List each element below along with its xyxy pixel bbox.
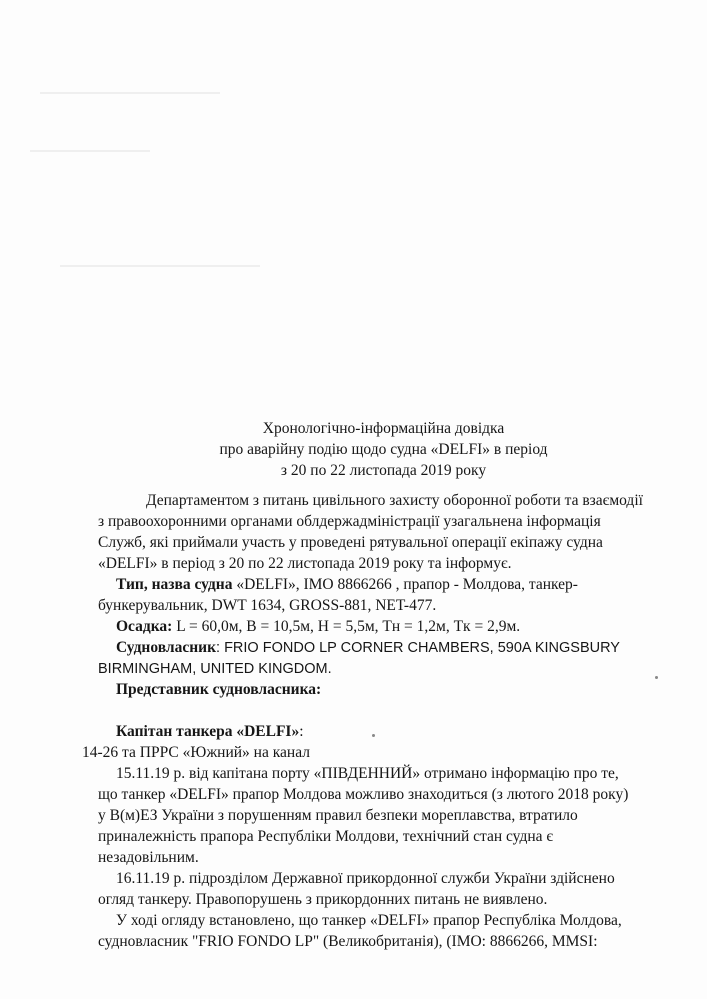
scan-artifact bbox=[60, 265, 260, 267]
captain-line-2 bbox=[82, 742, 673, 763]
para3-line-1: У ході огляду встановлено, що танкер «DELFI» прапор Республіка Молдова, bbox=[116, 912, 622, 929]
para2-line-2: огляд танкеру. Правопорушень з прикордонних питань не виявлено. bbox=[98, 891, 548, 908]
captain-line bbox=[98, 721, 673, 742]
document-body bbox=[82, 490, 673, 952]
scan-speck bbox=[655, 676, 658, 679]
vessel-owner-line bbox=[98, 637, 673, 658]
para1-line-1: 15.11.19 р. від капітана порту «ПІВДЕННИЙ» отримано інформацію про те, bbox=[116, 765, 619, 782]
vessel-type-value: «DELFI», IMO 8866266 , прапор - Молдова, танкер- bbox=[232, 576, 578, 593]
vessel-draft-value: L = 60,0м, B = 10,5м, H = 5,5м, Tн = 1,2м, Tк = 2,9м. bbox=[172, 618, 521, 635]
para3-line-2: судновласник "FRIO FONDO LP" (Великобританія), (IMO: 8866266, MMSI: bbox=[98, 933, 598, 950]
para1-line-2: що танкер «DELFI» прапор Молдова можливо знаходиться (з лютого 2018 року) bbox=[98, 786, 629, 803]
blank-line bbox=[98, 700, 673, 721]
title-line-1: Хронологічно-інформаційна довідка bbox=[262, 420, 505, 437]
owner-rep-label: Представник судновласника: bbox=[116, 681, 322, 698]
vessel-type-line-2: бункерувальник, DWT 1634, GROSS-881, NET-477. bbox=[98, 597, 437, 614]
scan-artifact bbox=[30, 150, 150, 152]
intro-line-3: Служб, які приймали участь у проведені рятувальної операції екіпажу судна bbox=[98, 534, 603, 551]
vessel-owner-label: Судновласник bbox=[116, 639, 217, 656]
vessel-draft-line bbox=[98, 616, 673, 637]
vessel-owner-line-2 bbox=[98, 658, 673, 679]
title-line-2: про аварійну подію щодо судна «DELFI» в період bbox=[219, 441, 548, 458]
owner-rep-line bbox=[98, 679, 673, 700]
scan-speck bbox=[372, 734, 375, 737]
document-title bbox=[0, 418, 707, 481]
vessel-owner-value-2: BIRMINGHAM, UNITED KINGDOM. bbox=[98, 661, 332, 677]
para2-line-1: 16.11.19 р. підрозділом Державної прикордонної служби України здійснено bbox=[116, 870, 615, 887]
captain-label: Капітан танкера «DELFI» bbox=[116, 723, 300, 740]
vessel-type-label: Тип, назва судна bbox=[116, 576, 233, 593]
vessel-draft-label: Осадка: bbox=[116, 618, 173, 635]
intro-line-2: з правоохоронними органами облдержадміністрації узагальнена інформація bbox=[98, 513, 601, 530]
intro-line-1: Департаментом з питань цивільного захисту оборонної роботи та взаємодії bbox=[146, 492, 643, 509]
title-line-3: з 20 по 22 листопада 2019 року bbox=[280, 462, 487, 479]
para1-line-3: у В(м)ЕЗ України з порушенням правил безпеки мореплавства, втратило bbox=[98, 807, 578, 824]
para1-line-5: незадовільним. bbox=[98, 849, 199, 866]
para1-line-4: приналежність прапора Республіки Молдови, технічний стан судна є bbox=[98, 828, 554, 845]
captain-colon: : bbox=[299, 723, 304, 740]
vessel-type-line bbox=[98, 574, 673, 595]
vessel-owner-value: : FRIO FONDO LP CORNER CHAMBERS, 590A KINGSBURY bbox=[216, 640, 620, 656]
intro-line-4: «DELFI» в період з 20 по 22 листопада 2019 року та інформує. bbox=[98, 555, 512, 572]
scan-artifact bbox=[40, 92, 220, 94]
captain-line-2-text: 14-26 та ПРРС «Южний» на канал bbox=[82, 744, 310, 761]
